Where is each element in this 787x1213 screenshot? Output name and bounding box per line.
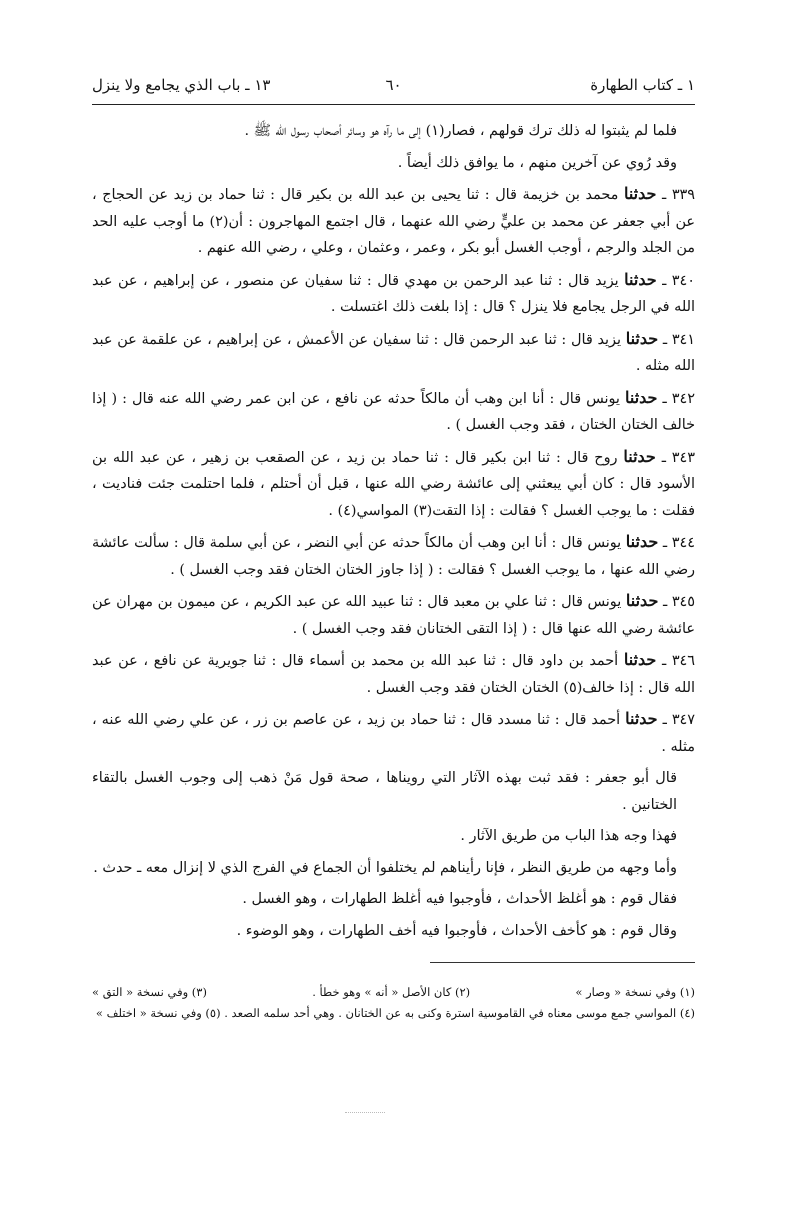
hadith-paragraph: ٣٤١ ـ حدثنا يزيد قال : ثنا عبد الرحمن قال : ثنا سفيان عن الأعمش ، عن إبراهيم ، عن علقمة عن عبد الله مثله . bbox=[92, 328, 696, 374]
hadith-number: ٣٤١ ـ bbox=[662, 331, 696, 348]
main-text bbox=[92, 118, 695, 949]
paragraph: وقال قوم : هو كأخف الأحداث ، فأوجبوا فيه أخف الطهارات ، وهو الوضوء . bbox=[236, 922, 677, 939]
paragraph: قال أبو جعفر : فقد ثبت بهذه الآثار التي رويناها ، صحة قول مَنْ ذهب إلى وجوب الغسل بالتقاء الختانين . bbox=[92, 770, 677, 813]
hadith-number: ٣٤٣ ـ bbox=[661, 449, 695, 466]
hadith-paragraph: ٣٤٧ ـ حدثنا أحمد قال : ثنا مسدد قال : ثنا حماد بن زيد ، عن عاصم بن زر ، عن علي رضي الله عنه ، مثله . bbox=[92, 709, 696, 755]
paragraph: فهذا وجه هذا الباب من طريق الآثار . bbox=[460, 828, 677, 844]
footnote: (٣) وفي نسخة « التق » bbox=[92, 985, 207, 999]
keyword: حدثنا bbox=[624, 269, 657, 289]
bottom-divider bbox=[345, 1112, 385, 1113]
paragraph: فلما لم يثبتوا له ذلك ترك قولهم ، فصار(١) إلى ما رآه هو وسائر أصحاب رسول الله ﷺ . bbox=[244, 123, 677, 139]
keyword: حدثنا bbox=[625, 532, 659, 551]
hadith-paragraph: ٣٤٢ ـ حدثنا يونس قال : أنا ابن وهب أن مالكاً حدثه عن نافع ، عن ابن عمر رضي الله عنه قال : ( إذا خالف الختان الختان ، فقد وجب الغسل ) . bbox=[92, 387, 695, 433]
hadith-paragraph: ٣٤٣ ـ حدثنا روح قال : ثنا ابن بكير قال : ثنا حماد بن زيد ، عن الصقعب بن زهير ، عن عبد الله بن الأسود قال : كان أبي يبعثني إلى عائشة رضي الله عنها ، قبل أن أحتلم ، فلما احتلمت جئت فناديت ، فقلت : ما يوجب الغسل ؟ فقالت : إذا التقت(٣) المواسي(٤) . bbox=[92, 446, 695, 519]
footnote-row bbox=[92, 1003, 695, 1024]
keyword: حدثنا bbox=[625, 709, 658, 728]
footnote-row bbox=[92, 982, 695, 1003]
header-rule bbox=[92, 104, 695, 105]
paragraph: وقد رُوي عن آخرين منهم ، ما يوافق ذلك أيضاً . bbox=[397, 154, 677, 171]
hadith-paragraph: ٣٤٤ ـ حدثنا يونس قال : أنا ابن وهب أن مالكاً حدثه عن أبي النضر ، عن أبي سلمة قال : سألت عائشة رضي الله عنها ، ما يوجب الغسل ؟ فقالت : ( إذا جاوز الختان الختان فقد وجب الغسل ) . bbox=[92, 532, 695, 578]
hadith-paragraph: ٣٣٩ ـ حدثنا محمد بن خزيمة قال : ثنا يحيى بن عبد الله بن بكير قال : ثنا حماد بن زيد عن الحجاج ، عن أبي جعفر عن محمد بن عليٍّ رضي الله عنهما ، قال اجتمع المهاجرون : أن(٢) ما أوجب عليه الحد من الجلد والرجم ، أوجب الغسل أبو بكر ، وعمر ، وعثمان ، وعلي ، رضي الله عنهم . bbox=[92, 184, 696, 256]
footnote: (٤) المواسي جمع موسى معناه في القاموسية استرة وكنى به عن الختانان . وهي أحد سلمه الصعد . (٥) وفي نسخة « اختلف » bbox=[95, 1006, 695, 1020]
page-number: ٦٠ bbox=[385, 76, 402, 94]
keyword: حدثنا bbox=[623, 184, 657, 203]
hadith-paragraph: ٣٤٦ ـ حدثنا أحمد بن داود قال : ثنا عبد الله بن محمد بن أسماء قال : ثنا جويرية عن نافع ، عن عبد الله قال : إذا خالف(٥) الختان الختان فقد وجب الغسل . bbox=[92, 650, 696, 696]
footnotes bbox=[92, 982, 695, 1024]
header-chapter-title: ١٣ ـ باب الذي يجامع ولا ينزل bbox=[92, 76, 271, 94]
hadith-number: ٣٤٦ ـ bbox=[661, 653, 696, 669]
paragraph: فقال قوم : هو أغلظ الأحداث ، فأوجبوا فيه أغلظ الطهارات ، وهو الغسل . bbox=[242, 891, 677, 907]
header-book-title: ١ ـ كتاب الطهارة bbox=[590, 76, 695, 94]
keyword: حدثنا bbox=[623, 446, 656, 466]
footnote: (٢) كان الأصل « أنه » وهو خطأ . bbox=[312, 985, 471, 999]
hadith-number: ٣٤٢ ـ bbox=[662, 390, 695, 407]
keyword: حدثنا bbox=[625, 591, 659, 610]
keyword: حدثنا bbox=[625, 387, 658, 407]
hadith-number: ٣٤٧ ـ bbox=[662, 712, 696, 728]
keyword: حدثنا bbox=[625, 328, 659, 348]
hadith-number: ٣٤٥ ـ bbox=[662, 594, 696, 610]
footnote: (١) وفي نسخة « وصار » bbox=[575, 985, 695, 999]
hadith-number: ٣٤٠ ـ bbox=[662, 272, 695, 289]
paragraph: وأما وجهه من طريق النظر ، فإنا رأيناهم لم يختلفوا أن الجماع في الفرج الذي لا إنزال معه ـ حدث . bbox=[93, 859, 677, 876]
hadith-paragraph: ٣٤٠ ـ حدثنا يزيد قال : ثنا عبد الرحمن بن مهدي قال : ثنا سفيان عن منصور ، عن إبراهيم ، عن عبد الله في الرجل يجامع فلا ينزل ؟ قال : إذا بلغت ذلك اغتسلت . bbox=[92, 269, 695, 315]
running-header bbox=[92, 76, 695, 104]
footnote-rule bbox=[430, 962, 695, 963]
hadith-paragraph: ٣٤٥ ـ حدثنا يونس قال : ثنا علي بن معبد قال : ثنا عبيد الله عن عبد الكريم ، عن ميمون بن مهران عن عائشة رضي الله عنها قال : ( إذا التقى الختانان فقد وجب الغسل ) . bbox=[92, 591, 696, 637]
hadith-number: ٣٣٩ ـ bbox=[662, 187, 696, 203]
keyword: حدثنا bbox=[623, 650, 657, 669]
hadith-number: ٣٤٤ ـ bbox=[662, 535, 695, 551]
